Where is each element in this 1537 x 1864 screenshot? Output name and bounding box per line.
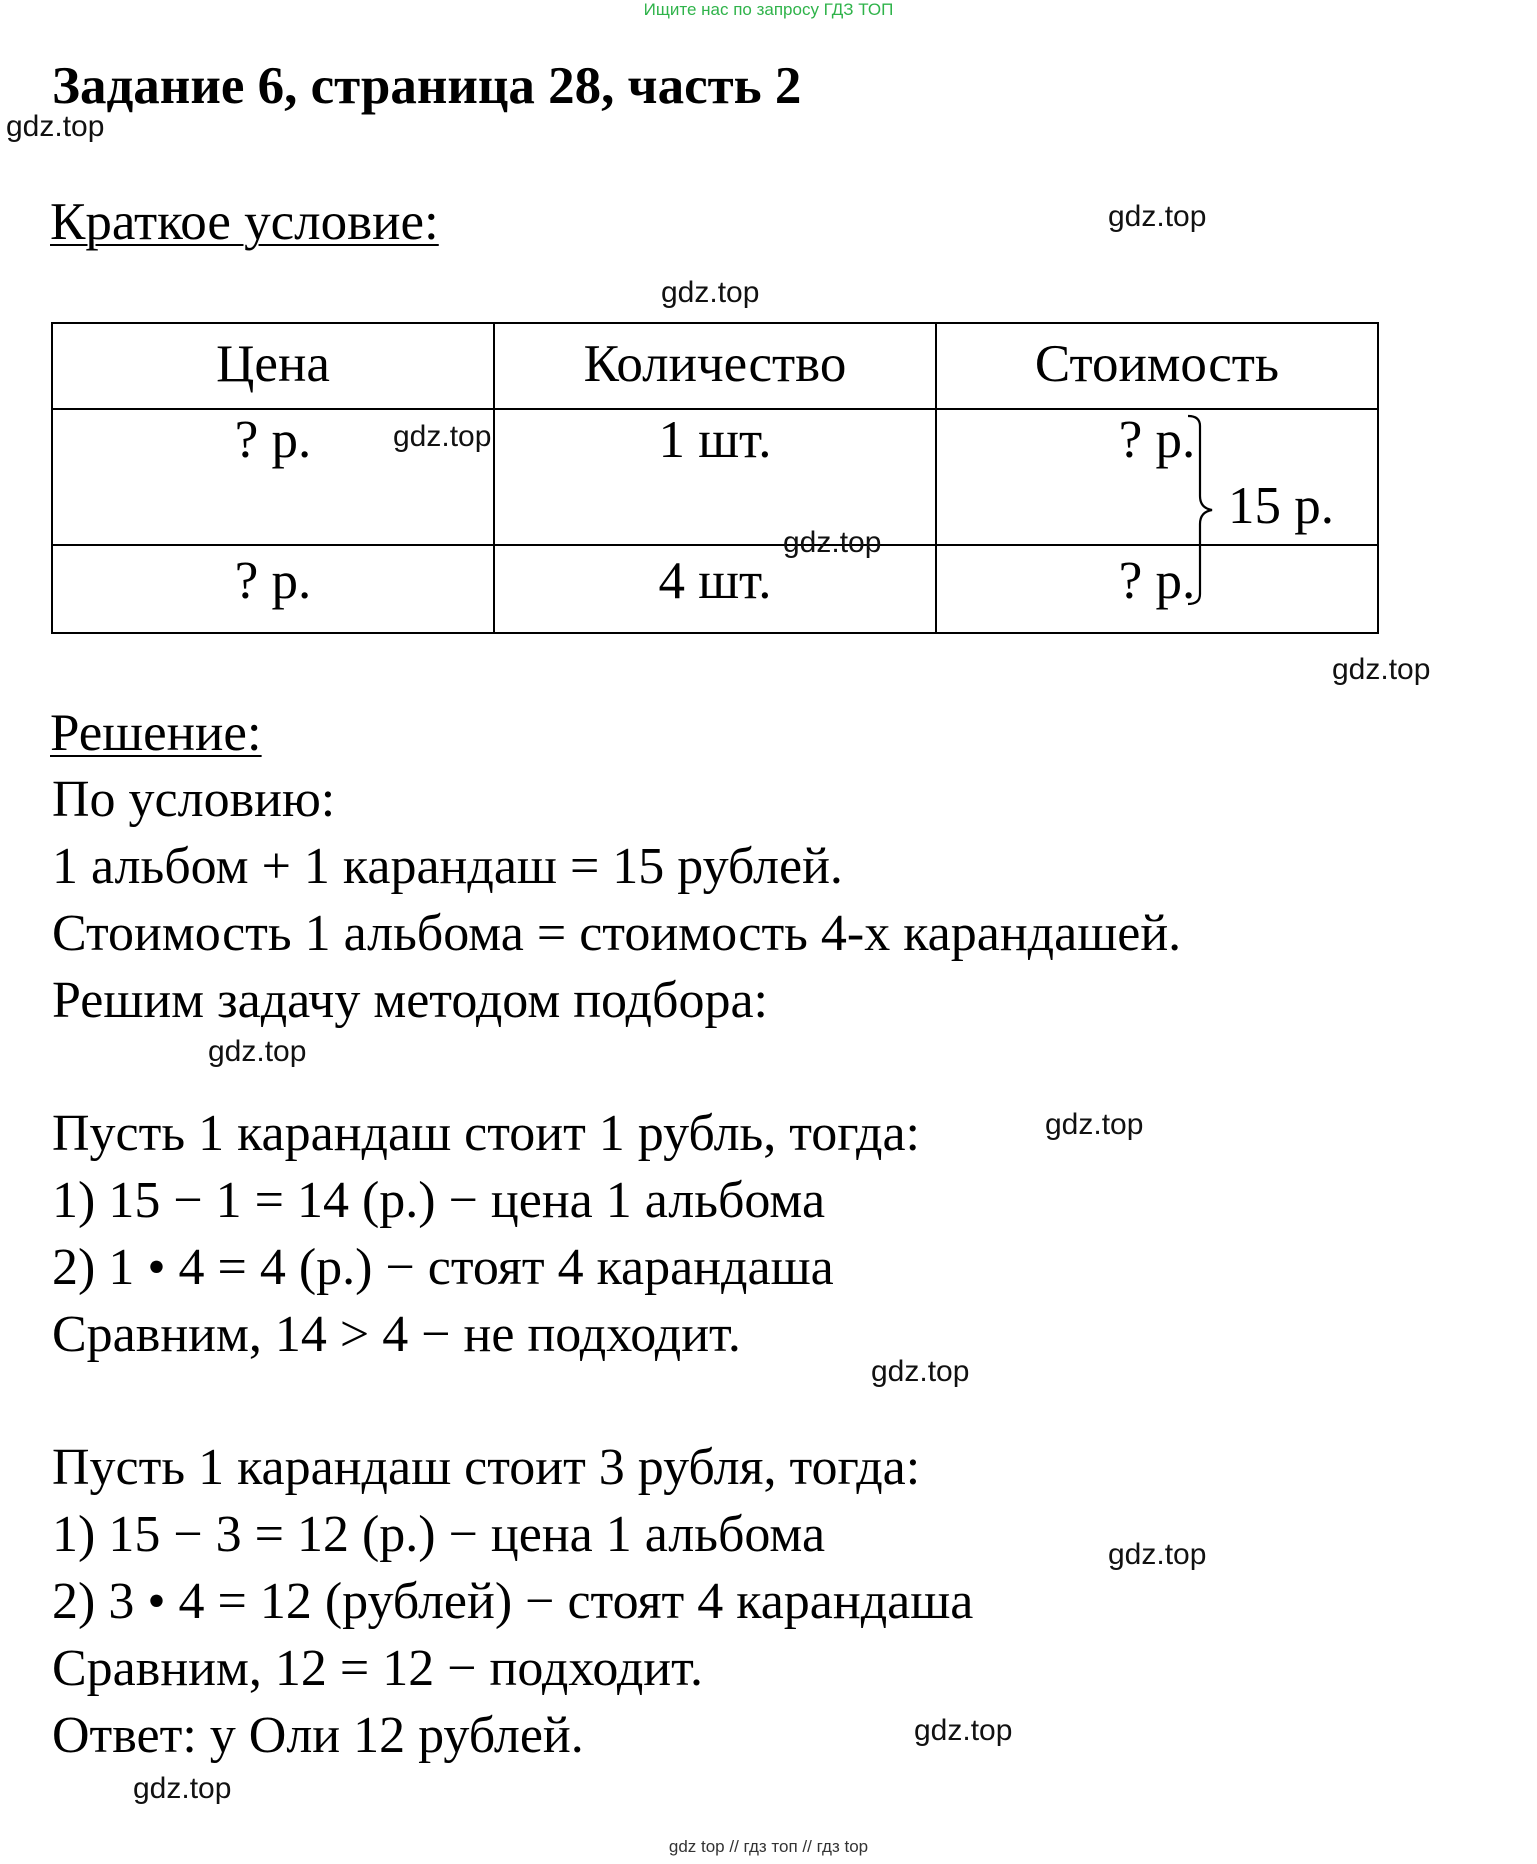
solution-line: Сравним, 12 = 12 − подходит. [52,1640,703,1697]
watermark: gdz.top [133,1772,232,1805]
footer-link[interactable]: gdz top [668,1837,725,1856]
watermark: gdz.top [393,420,492,453]
solution-line: Стоимость 1 альбома = стоимость 4-х карандашей. [52,905,1182,962]
cell-cost: ? р. [936,409,1378,545]
watermark: gdz.top [871,1355,970,1388]
price-value: ? р. [234,411,312,469]
footer-link[interactable]: гдз top [816,1837,869,1856]
watermark: gdz.top [1108,200,1207,233]
watermark: gdz.top [6,110,105,143]
solution-line: 1) 15 − 1 = 14 (р.) − цена 1 альбома [52,1172,826,1229]
solution-line: 1 альбом + 1 карандаш = 15 рублей. [52,838,843,895]
cell-price: ? р. [52,545,494,633]
solution-line: 2) 3 • 4 = 12 (рублей) − стоят 4 карандаша [52,1573,974,1630]
answer-line: Ответ: у Оли 12 рублей. [52,1707,584,1764]
cell-quantity: 4 шт. [494,545,936,633]
solution-line: 2) 1 • 4 = 4 (р.) − стоят 4 карандаша [52,1239,834,1296]
condition-heading: Краткое условие: [50,193,439,251]
watermark: gdz.top [783,526,882,559]
header-price: Цена [52,323,494,409]
watermark: gdz.top [914,1714,1013,1747]
watermark: gdz.top [661,276,760,309]
cell-cost: ? р. [936,545,1378,633]
solution-line: По условию: [52,771,336,828]
top-banner-link[interactable]: Ищите нас по запросу ГДЗ ТОП [643,0,894,19]
table-header-row [52,323,1378,409]
watermark: gdz.top [1332,653,1431,686]
solution-line: 1) 15 − 3 = 12 (р.) − цена 1 альбома [52,1506,826,1563]
page-title: Задание 6, страница 28, часть 2 [52,57,802,115]
watermark: gdz.top [1045,1108,1144,1141]
footer-separator: // [802,1837,812,1856]
footer-link[interactable]: гдз топ [743,1837,798,1856]
watermark: gdz.top [1108,1538,1207,1571]
footer-separator: // [729,1837,739,1856]
cell-price [52,409,494,545]
header-cost: Стоимость [936,323,1378,409]
solution-heading: Решение: [50,704,262,762]
footer-links [0,1837,1537,1857]
cell-quantity: 1 шт. [494,409,936,545]
curly-brace-icon [1180,412,1220,608]
solution-line: Пусть 1 карандаш стоит 1 рубль, тогда: [52,1105,921,1162]
header-quantity: Количество [494,323,936,409]
watermark: gdz.top [208,1035,307,1068]
solution-line: Сравним, 14 > 4 − не подходит. [52,1306,741,1363]
solution-line: Решим задачу методом подбора: [52,972,768,1029]
total-cost: 15 р. [1228,477,1334,535]
solution-line: Пусть 1 карандаш стоит 3 рубля, тогда: [52,1439,921,1496]
